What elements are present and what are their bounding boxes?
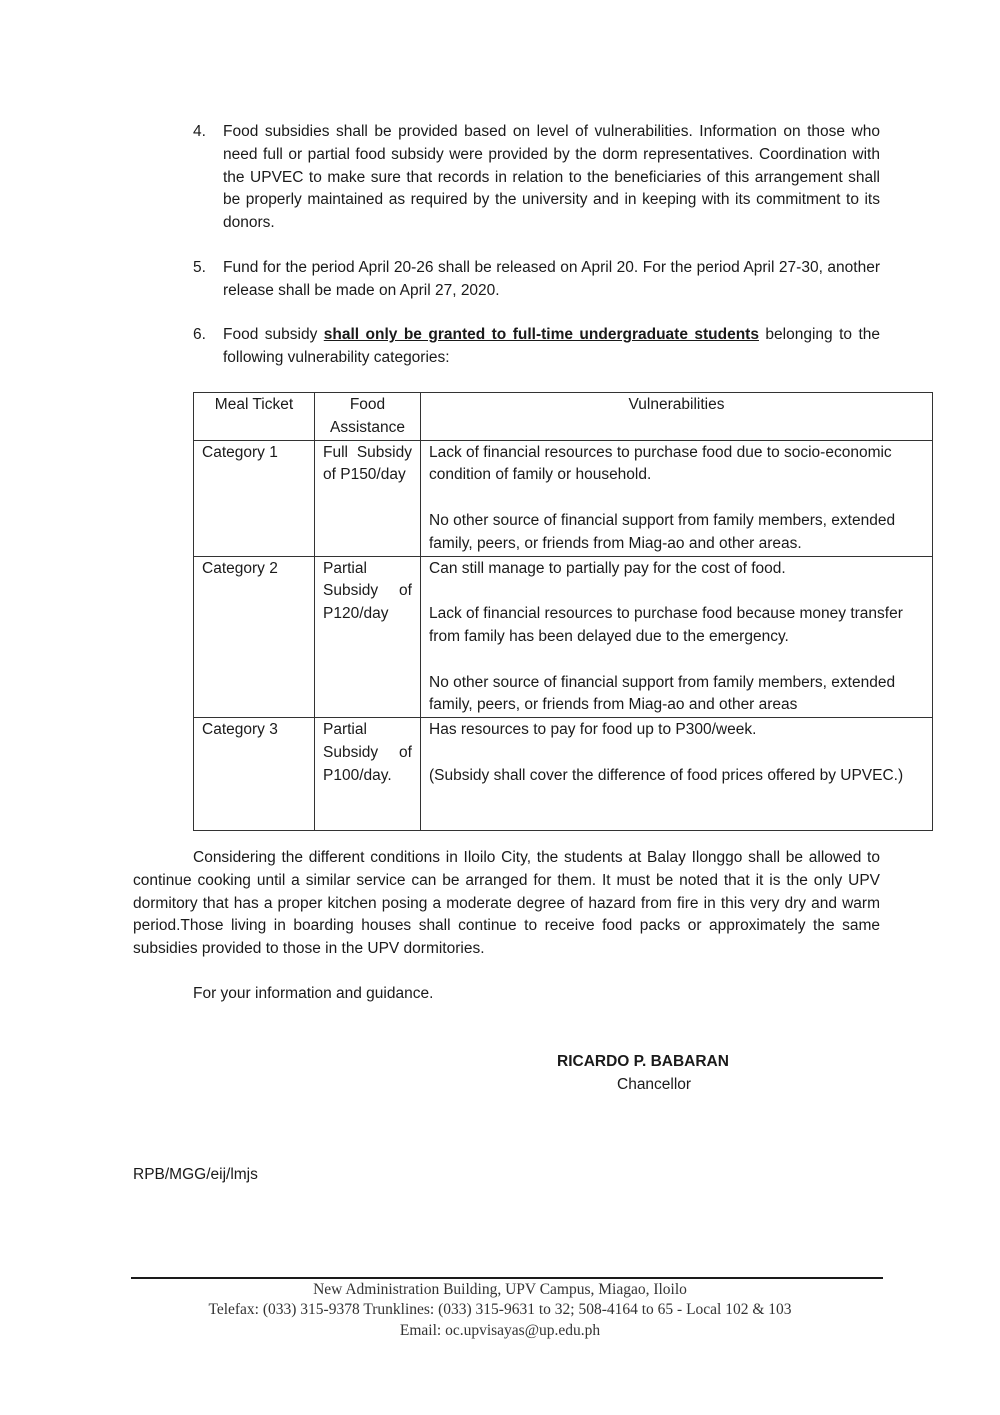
table-row xyxy=(194,718,933,831)
closing-line: For your information and guidance. xyxy=(193,985,434,1002)
vulnerability-text: Can still manage to partially pay for the cost of food. xyxy=(429,559,786,577)
vulnerabilities-cell xyxy=(421,440,933,556)
item-text-before: Food subsidy xyxy=(223,326,324,343)
table-header-row xyxy=(194,393,933,441)
item-number: 4. xyxy=(193,123,206,140)
footer-divider xyxy=(131,1277,883,1279)
item-text: Fund for the period April 20-26 shall be released on April 20. For the period April 27-30, another release shall be made on April 27, 2020. xyxy=(223,259,880,299)
list-item-5 xyxy=(193,257,880,303)
category-cell: Category 2 xyxy=(194,556,315,718)
item-text: Food subsidies shall be provided based on level of vulnerabilities. Information on those who need full or partial food subsidy were provided by the dorm representatives. Coordination with the UPVEC to make sure that records in relation to the beneficiaries of this arrangement shall be properly maintained as required by the university and in keeping with its commitment to its donors. xyxy=(223,123,880,232)
list-item-6 xyxy=(193,324,880,370)
subsidy-category-table xyxy=(193,392,933,831)
vulnerability-text: No other source of financial support from family members, extended family, peers, or friends from Miag-ao and other areas xyxy=(429,673,896,714)
footer-address: New Administration Building, UPV Campus, Miagao, Iloilo xyxy=(313,1281,687,1298)
table-row xyxy=(194,440,933,556)
category-cell: Category 3 xyxy=(194,718,315,831)
header-food-assistance: Food Assistance xyxy=(315,393,421,441)
reference-initials: RPB/MGG/eij/lmjs xyxy=(133,1166,258,1183)
item-text xyxy=(223,324,880,370)
vulnerability-text: Lack of financial resources to purchase food due to socio-economic condition of family or household. xyxy=(429,443,892,484)
assistance-cell: Partial Subsidy of P120/day xyxy=(315,556,421,718)
body-paragraph-text: Considering the different conditions in Iloilo City, the students at Balay Ilonggo shall be allowed to continue cooking until a similar service can be arranged for them. It must be noted that it is the only UPV dormitory that has a proper kitchen posing a moderate degree of hazard from fire in this very dry and warm period.Those living in boarding houses shall continue to receive food packs or approximately the same subsidies provided to those in the UPV dormitories. xyxy=(133,849,880,958)
list-item-4 xyxy=(193,121,880,235)
assistance-cell: Partial Subsidy of P100/day. xyxy=(315,718,421,831)
signatory-name: RICARDO P. BABARAN xyxy=(557,1053,729,1070)
signatory-title: Chancellor xyxy=(617,1076,692,1093)
footer-phones: Telefax: (033) 315-9378 Trunklines: (033) 315-9631 to 32; 508-4164 to 65 - Local 102 & 103 xyxy=(208,1301,792,1318)
vulnerabilities-cell xyxy=(421,556,933,718)
header-meal-ticket: Meal Ticket xyxy=(194,393,315,441)
item-text-after: belonging to the following vulnerability categories: xyxy=(223,326,880,366)
vulnerability-text: Has resources to pay for food up to P300/week. xyxy=(429,721,757,739)
table-row xyxy=(194,556,933,718)
eligibility-emphasis: shall only be granted to full-time undergraduate students xyxy=(323,326,759,343)
footer-email: Email: oc.upvisayas@up.edu.ph xyxy=(399,1322,601,1339)
item-number: 5. xyxy=(193,259,206,276)
vulnerabilities-cell xyxy=(421,718,933,831)
category-cell: Category 1 xyxy=(194,440,315,556)
assistance-cell: Full Subsidy of P150/day xyxy=(315,440,421,556)
item-number: 6. xyxy=(193,326,206,343)
header-vulnerabilities: Vulnerabilities xyxy=(421,393,933,441)
vulnerability-text: No other source of financial support from family members, extended family, peers, or friends from Miag-ao and other areas. xyxy=(429,511,896,552)
vulnerability-text: Lack of financial resources to purchase food because money transfer from family has been delayed due to the emergency. xyxy=(429,605,903,645)
body-paragraph xyxy=(133,847,880,961)
vulnerability-text: (Subsidy shall cover the difference of food prices offered by UPVEC.) xyxy=(429,766,904,784)
